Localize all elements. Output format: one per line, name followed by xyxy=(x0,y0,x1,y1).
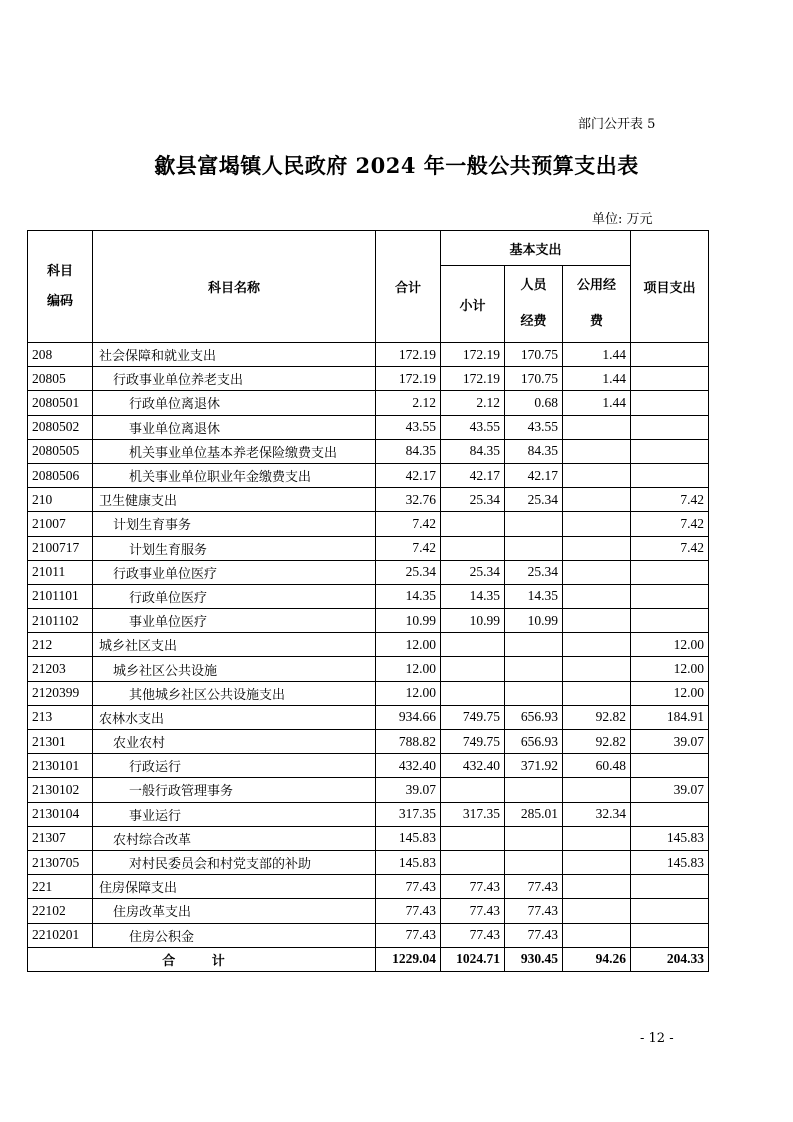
cell-subtotal: 77.43 xyxy=(441,923,505,947)
cell-total: 172.19 xyxy=(376,367,441,391)
cell-staff: 371.92 xyxy=(505,754,563,778)
table-row xyxy=(28,439,709,463)
cell-total: 77.43 xyxy=(376,899,441,923)
cell-subtotal: 749.75 xyxy=(441,705,505,729)
header-code-line2: 编码 xyxy=(46,293,73,309)
cell-total: 14.35 xyxy=(376,584,441,608)
page-number: - 12 - xyxy=(640,1031,674,1046)
cell-code: 2080501 xyxy=(28,391,93,415)
cell-staff: 170.75 xyxy=(505,343,563,367)
cell-subtotal: 43.55 xyxy=(441,415,505,439)
total-public: 94.26 xyxy=(563,947,631,971)
cell-public xyxy=(563,463,631,487)
cell-public xyxy=(563,560,631,584)
cell-project xyxy=(631,439,709,463)
cell-code: 208 xyxy=(28,343,93,367)
cell-subtotal xyxy=(441,778,505,802)
cell-project: 7.42 xyxy=(631,488,709,512)
cell-staff xyxy=(505,633,563,657)
cell-subtotal: 25.34 xyxy=(441,560,505,584)
table-row xyxy=(28,488,709,512)
cell-code: 22102 xyxy=(28,899,93,923)
header-code xyxy=(28,231,93,343)
cell-total: 788.82 xyxy=(376,730,441,754)
cell-name: 机关事业单位基本养老保险缴费支出 xyxy=(93,439,376,463)
cell-staff: 656.93 xyxy=(505,730,563,754)
cell-staff: 25.34 xyxy=(505,488,563,512)
cell-public xyxy=(563,609,631,633)
cell-name: 行政单位医疗 xyxy=(93,584,376,608)
header-total: 合计 xyxy=(376,231,441,343)
table-row xyxy=(28,754,709,778)
cell-subtotal xyxy=(441,633,505,657)
cell-total: 39.07 xyxy=(376,778,441,802)
cell-subtotal xyxy=(441,850,505,874)
cell-code: 2130104 xyxy=(28,802,93,826)
cell-public xyxy=(563,923,631,947)
table-row xyxy=(28,343,709,367)
cell-code: 2130102 xyxy=(28,778,93,802)
cell-project xyxy=(631,899,709,923)
total-total: 1229.04 xyxy=(376,947,441,971)
cell-public: 32.34 xyxy=(563,802,631,826)
cell-total: 43.55 xyxy=(376,415,441,439)
cell-staff: 10.99 xyxy=(505,609,563,633)
cell-staff: 77.43 xyxy=(505,875,563,899)
cell-project: 7.42 xyxy=(631,536,709,560)
cell-public xyxy=(563,488,631,512)
cell-project xyxy=(631,584,709,608)
cell-project: 12.00 xyxy=(631,681,709,705)
cell-staff xyxy=(505,536,563,560)
total-project: 204.33 xyxy=(631,947,709,971)
table-row xyxy=(28,923,709,947)
cell-total: 25.34 xyxy=(376,560,441,584)
cell-public xyxy=(563,439,631,463)
cell-staff xyxy=(505,826,563,850)
cell-total: 145.83 xyxy=(376,826,441,850)
cell-public xyxy=(563,512,631,536)
cell-staff xyxy=(505,778,563,802)
cell-code: 2120399 xyxy=(28,681,93,705)
table-row xyxy=(28,536,709,560)
cell-public xyxy=(563,826,631,850)
cell-subtotal: 77.43 xyxy=(441,875,505,899)
cell-project xyxy=(631,923,709,947)
cell-subtotal xyxy=(441,826,505,850)
cell-staff xyxy=(505,657,563,681)
cell-code: 21011 xyxy=(28,560,93,584)
cell-code: 2080506 xyxy=(28,463,93,487)
cell-code: 21307 xyxy=(28,826,93,850)
cell-staff: 77.43 xyxy=(505,923,563,947)
header-basic: 基本支出 xyxy=(441,231,631,266)
cell-subtotal: 25.34 xyxy=(441,488,505,512)
cell-project: 145.83 xyxy=(631,826,709,850)
cell-name: 其他城乡社区公共设施支出 xyxy=(93,681,376,705)
cell-public: 1.44 xyxy=(563,343,631,367)
total-label: 合 计 xyxy=(28,947,376,971)
table-row xyxy=(28,778,709,802)
cell-project xyxy=(631,609,709,633)
cell-staff: 84.35 xyxy=(505,439,563,463)
cell-subtotal xyxy=(441,512,505,536)
table-body xyxy=(28,343,709,948)
cell-total: 12.00 xyxy=(376,633,441,657)
cell-total: 934.66 xyxy=(376,705,441,729)
cell-subtotal: 14.35 xyxy=(441,584,505,608)
cell-staff xyxy=(505,512,563,536)
header-staff-line2: 经费 xyxy=(520,314,547,329)
cell-code: 2100717 xyxy=(28,536,93,560)
table-row xyxy=(28,899,709,923)
cell-public: 60.48 xyxy=(563,754,631,778)
table-row xyxy=(28,850,709,874)
cell-code: 2101102 xyxy=(28,609,93,633)
page-title: 歙县富堨镇人民政府 2024 年一般公共预算支出表 xyxy=(154,153,639,178)
cell-public xyxy=(563,875,631,899)
cell-public xyxy=(563,899,631,923)
cell-name: 农村综合改革 xyxy=(93,826,376,850)
cell-name: 对村民委员会和村党支部的补助 xyxy=(93,850,376,874)
cell-public: 1.44 xyxy=(563,367,631,391)
table-row xyxy=(28,875,709,899)
cell-staff xyxy=(505,850,563,874)
table-row xyxy=(28,415,709,439)
cell-project xyxy=(631,802,709,826)
cell-name: 社会保障和就业支出 xyxy=(93,343,376,367)
cell-name: 事业单位医疗 xyxy=(93,609,376,633)
cell-project xyxy=(631,560,709,584)
header-name: 科目名称 xyxy=(93,231,376,343)
cell-total: 432.40 xyxy=(376,754,441,778)
cell-public xyxy=(563,415,631,439)
table-row xyxy=(28,705,709,729)
cell-project: 7.42 xyxy=(631,512,709,536)
cell-staff: 0.68 xyxy=(505,391,563,415)
table-row xyxy=(28,512,709,536)
cell-subtotal: 749.75 xyxy=(441,730,505,754)
total-staff: 930.45 xyxy=(505,947,563,971)
table-row xyxy=(28,681,709,705)
cell-project: 184.91 xyxy=(631,705,709,729)
cell-staff: 43.55 xyxy=(505,415,563,439)
table-row xyxy=(28,730,709,754)
header-subtotal: 小计 xyxy=(441,266,505,343)
cell-staff: 14.35 xyxy=(505,584,563,608)
cell-project: 145.83 xyxy=(631,850,709,874)
cell-total: 84.35 xyxy=(376,439,441,463)
cell-code: 2101101 xyxy=(28,584,93,608)
total-subtotal: 1024.71 xyxy=(441,947,505,971)
cell-name: 农林水支出 xyxy=(93,705,376,729)
cell-code: 210 xyxy=(28,488,93,512)
cell-total: 145.83 xyxy=(376,850,441,874)
cell-staff: 170.75 xyxy=(505,367,563,391)
cell-name: 计划生育服务 xyxy=(93,536,376,560)
cell-total: 12.00 xyxy=(376,657,441,681)
cell-total: 77.43 xyxy=(376,875,441,899)
cell-total: 77.43 xyxy=(376,923,441,947)
cell-public xyxy=(563,536,631,560)
cell-name: 机关事业单位职业年金缴费支出 xyxy=(93,463,376,487)
cell-subtotal: 84.35 xyxy=(441,439,505,463)
cell-total: 2.12 xyxy=(376,391,441,415)
cell-subtotal: 172.19 xyxy=(441,367,505,391)
cell-subtotal: 77.43 xyxy=(441,899,505,923)
cell-total: 42.17 xyxy=(376,463,441,487)
cell-name: 事业单位离退休 xyxy=(93,415,376,439)
cell-public xyxy=(563,584,631,608)
cell-total: 317.35 xyxy=(376,802,441,826)
cell-public xyxy=(563,633,631,657)
cell-code: 213 xyxy=(28,705,93,729)
cell-public xyxy=(563,681,631,705)
cell-code: 21203 xyxy=(28,657,93,681)
cell-code: 2210201 xyxy=(28,923,93,947)
cell-public xyxy=(563,850,631,874)
cell-project xyxy=(631,875,709,899)
header-staff xyxy=(505,266,563,343)
table-row xyxy=(28,584,709,608)
header-staff-line1: 人员 xyxy=(520,278,547,293)
cell-subtotal: 432.40 xyxy=(441,754,505,778)
cell-name: 事业运行 xyxy=(93,802,376,826)
cell-staff: 285.01 xyxy=(505,802,563,826)
cell-staff: 656.93 xyxy=(505,705,563,729)
cell-project: 12.00 xyxy=(631,633,709,657)
cell-public xyxy=(563,778,631,802)
cell-project xyxy=(631,391,709,415)
table-row xyxy=(28,802,709,826)
cell-code: 2130101 xyxy=(28,754,93,778)
cell-public: 1.44 xyxy=(563,391,631,415)
cell-project xyxy=(631,463,709,487)
cell-name: 城乡社区公共设施 xyxy=(93,657,376,681)
cell-subtotal xyxy=(441,536,505,560)
cell-name: 农业农村 xyxy=(93,730,376,754)
cell-total: 12.00 xyxy=(376,681,441,705)
header-public-line2: 费 xyxy=(590,314,604,329)
cell-public: 92.82 xyxy=(563,730,631,754)
cell-project xyxy=(631,415,709,439)
cell-subtotal: 317.35 xyxy=(441,802,505,826)
table-row xyxy=(28,367,709,391)
header-public-line1: 公用经 xyxy=(577,278,617,293)
cell-project xyxy=(631,343,709,367)
table-row xyxy=(28,391,709,415)
cell-public xyxy=(563,657,631,681)
cell-staff xyxy=(505,681,563,705)
cell-subtotal: 2.12 xyxy=(441,391,505,415)
cell-code: 2080502 xyxy=(28,415,93,439)
cell-name: 一般行政管理事务 xyxy=(93,778,376,802)
cell-name: 住房改革支出 xyxy=(93,899,376,923)
cell-subtotal xyxy=(441,657,505,681)
cell-project: 12.00 xyxy=(631,657,709,681)
unit-label: 单位: 万元 xyxy=(592,212,653,227)
cell-name: 住房保障支出 xyxy=(93,875,376,899)
table-row xyxy=(28,609,709,633)
department-table-label: 部门公开表 5 xyxy=(578,117,656,132)
cell-staff: 25.34 xyxy=(505,560,563,584)
cell-total: 7.42 xyxy=(376,536,441,560)
cell-code: 21007 xyxy=(28,512,93,536)
cell-name: 行政运行 xyxy=(93,754,376,778)
table-row xyxy=(28,657,709,681)
cell-subtotal xyxy=(441,681,505,705)
table-row xyxy=(28,826,709,850)
cell-total: 32.76 xyxy=(376,488,441,512)
cell-staff: 42.17 xyxy=(505,463,563,487)
cell-total: 10.99 xyxy=(376,609,441,633)
cell-name: 行政事业单位养老支出 xyxy=(93,367,376,391)
cell-code: 2080505 xyxy=(28,439,93,463)
cell-project xyxy=(631,367,709,391)
cell-name: 计划生育事务 xyxy=(93,512,376,536)
cell-staff: 77.43 xyxy=(505,899,563,923)
total-row xyxy=(28,947,709,971)
cell-project xyxy=(631,754,709,778)
cell-code: 2130705 xyxy=(28,850,93,874)
table-row xyxy=(28,463,709,487)
header-project: 项目支出 xyxy=(631,231,709,343)
cell-name: 行政事业单位医疗 xyxy=(93,560,376,584)
cell-code: 21301 xyxy=(28,730,93,754)
cell-code: 221 xyxy=(28,875,93,899)
cell-name: 卫生健康支出 xyxy=(93,488,376,512)
table-row xyxy=(28,560,709,584)
cell-name: 住房公积金 xyxy=(93,923,376,947)
cell-subtotal: 42.17 xyxy=(441,463,505,487)
table-row xyxy=(28,633,709,657)
cell-code: 212 xyxy=(28,633,93,657)
cell-total: 7.42 xyxy=(376,512,441,536)
cell-subtotal: 172.19 xyxy=(441,343,505,367)
cell-public: 92.82 xyxy=(563,705,631,729)
cell-total: 172.19 xyxy=(376,343,441,367)
header-public xyxy=(563,266,631,343)
cell-code: 20805 xyxy=(28,367,93,391)
cell-subtotal: 10.99 xyxy=(441,609,505,633)
cell-name: 行政单位离退休 xyxy=(93,391,376,415)
header-code-line1: 科目 xyxy=(46,263,73,279)
cell-project: 39.07 xyxy=(631,778,709,802)
cell-project: 39.07 xyxy=(631,730,709,754)
budget-table xyxy=(27,230,709,972)
cell-name: 城乡社区支出 xyxy=(93,633,376,657)
